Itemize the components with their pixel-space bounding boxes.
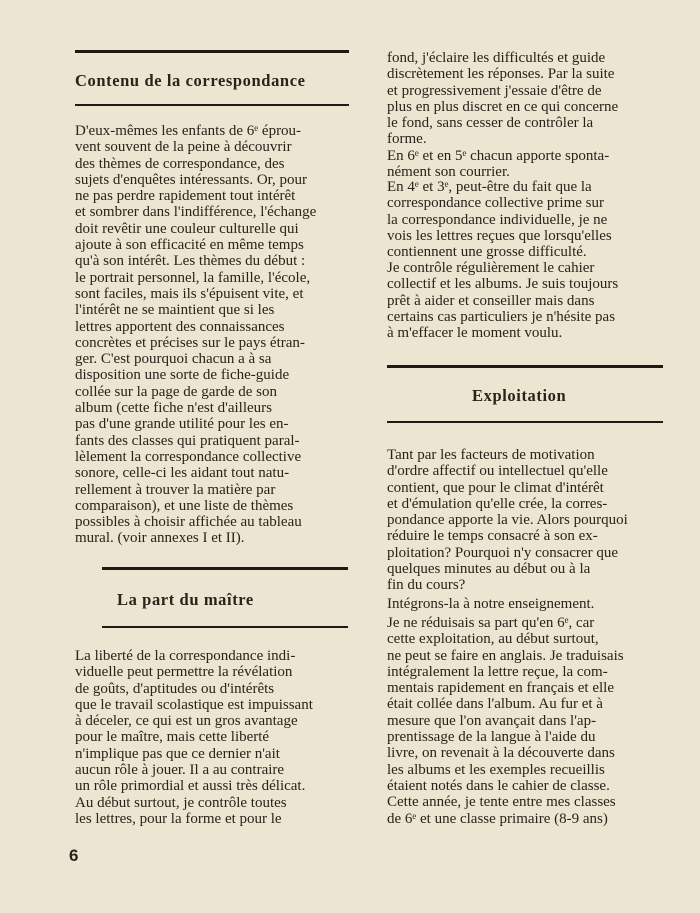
text-line: pondance apporte la vie. Alors pourquoi xyxy=(387,512,628,529)
text-line: étaient notés dans le cahier de classe. xyxy=(387,777,610,794)
text-line: sonore, celle-ci les aidant tout natu- xyxy=(75,465,290,482)
text-line: Je ne réduisais sa part qu'en 6ᵉ, car xyxy=(387,615,595,631)
text-line: prêt à aider et conseiller mais dans xyxy=(387,292,595,309)
text-line: les albums et les exemples recueillis xyxy=(387,761,605,778)
text-line: collectif et les albums. Je suis toujours xyxy=(387,276,619,293)
text-line: En 4ᵉ et 3ᵉ, peut-être du fait que la xyxy=(387,179,592,195)
text-line: de 6ᵉ et une classe primaire (8-9 ans) xyxy=(387,810,608,827)
text-line: sujets d'enquêtes intéressants. Or, pour xyxy=(75,171,308,188)
text-line: contient, que pour le climat d'intérêt xyxy=(387,479,604,496)
paragraph-controle xyxy=(387,260,664,341)
paragraph-integrons xyxy=(387,596,664,612)
paragraph-part-du-maitre xyxy=(75,648,348,827)
paragraph-4e-3e xyxy=(387,179,664,260)
text-line: possibles à choisir affichée au tableau xyxy=(75,514,302,531)
text-line: un rôle primordial et aussi très délicat. xyxy=(75,778,306,795)
text-line: de goûts, d'aptitudes ou d'intérêts xyxy=(75,680,275,697)
page-number: 6 xyxy=(69,846,79,865)
text-line: mural. (voir annexes I et II). xyxy=(75,530,245,547)
text-line: nément son courrier. xyxy=(387,164,510,181)
text-line: quelques minutes au début ou à la xyxy=(387,561,591,578)
text-line: l'intérêt ne se maintient que si les xyxy=(75,302,275,319)
text-line: prentissage de la langue à l'aide du xyxy=(387,729,596,746)
text-line: Au début surtout, je contrôle toutes xyxy=(75,794,287,811)
text-line: des thèmes de correspondance, des xyxy=(75,155,285,172)
text-line: forme. xyxy=(387,131,427,148)
text-line: ne pas perdre rapidement tout intérêt xyxy=(75,188,296,205)
heading-part-du-maitre: La part du maître xyxy=(117,590,254,609)
text-line: aucun rôle à jouer. Il a au contraire xyxy=(75,762,285,779)
text-line: contiennent une grosse difficulté. xyxy=(387,244,587,261)
heading-contenu-underline xyxy=(75,104,349,106)
text-line: fond, j'éclaire les difficultés et guide xyxy=(387,50,606,66)
text-line: d'ordre affectif ou intellectuel qu'elle xyxy=(387,463,608,480)
text-line: le portrait personnel, la famille, l'école, xyxy=(75,269,311,286)
text-line: D'eux-mêmes les enfants de 6ᵉ éprou- xyxy=(75,123,302,139)
rule-exploitation-top xyxy=(387,365,663,368)
text-line: la correspondance individuelle, je ne xyxy=(387,211,608,228)
text-line: était collée dans l'album. Au fur et à xyxy=(387,696,603,713)
text-line: sont faciles, mais ils s'épuisent vite, et xyxy=(75,285,304,302)
text-line: Cette année, je tente entre mes classes xyxy=(387,794,616,811)
rule-part-bottom xyxy=(102,626,348,628)
text-line: doit revêtir une couleur culturelle qui xyxy=(75,220,299,237)
text-line: livre, on revenait à la découverte dans xyxy=(387,745,615,762)
text-line: discrètement les réponses. Par la suite xyxy=(387,66,615,83)
text-line: correspondance collective prime sur xyxy=(387,195,604,212)
text-line: fants des classes qui pratiquent paral- xyxy=(75,432,300,449)
text-line: collée sur la page de garde de son xyxy=(75,383,277,400)
text-line: pas d'une grande utilité pour les en- xyxy=(75,416,289,433)
text-line: que le travail scolastique est impuissant xyxy=(75,696,313,713)
text-line: et progressivement j'essaie d'être de xyxy=(387,82,602,99)
text-line: à déceler, ce qui est un gros avantage xyxy=(75,713,298,730)
text-line: certains cas particuliers je n'hésite pas xyxy=(387,308,616,325)
text-line: ajoute à son efficacité en même temps xyxy=(75,237,304,254)
text-line: album (cette fiche n'est d'ailleurs xyxy=(75,400,272,417)
text-line: lèlement la correspondance collective xyxy=(75,448,302,465)
text-line: mesure que l'on avançait dans l'ap- xyxy=(387,712,597,729)
text-line: rellement à trouver la matière par xyxy=(75,481,276,498)
top-rule-left xyxy=(75,50,349,53)
text-line: En 6ᵉ et en 5ᵉ chacun apporte sponta- xyxy=(387,148,610,164)
text-line: réduire le temps consacré à son ex- xyxy=(387,528,598,545)
text-line: Je contrôle régulièrement le cahier xyxy=(387,260,595,276)
text-line: concrètes et précises sur le pays étran- xyxy=(75,334,305,351)
text-line: pour le maître, mais cette liberté xyxy=(75,729,270,746)
heading-contenu: Contenu de la correspondance xyxy=(75,71,306,90)
heading-exploitation: Exploitation xyxy=(472,386,567,405)
text-line: cette exploitation, au début surtout, xyxy=(387,631,599,648)
text-line: vois les lettres reçues que lorsqu'elles xyxy=(387,227,612,244)
text-line: viduelle peut permettre la révélation xyxy=(75,664,293,681)
text-line: et d'émulation qu'elle crée, la corres- xyxy=(387,495,608,512)
rule-exploitation-bottom xyxy=(387,421,663,423)
text-line: vent souvent de la peine à découvrir xyxy=(75,139,292,156)
text-line: disposition une sorte de fiche-guide xyxy=(75,367,290,384)
text-line: ne peut se faire en anglais. Je traduisais xyxy=(387,647,624,664)
text-line: intégralement la lettre reçue, la com- xyxy=(387,663,608,680)
text-line: ger. C'est pourquoi chacun a à sa xyxy=(75,351,272,368)
text-line: Tant par les facteurs de motivation xyxy=(387,447,595,463)
text-line: lettres apportent des connaissances xyxy=(75,318,285,335)
paragraph-fond xyxy=(387,50,664,148)
text-line: le fond, sans cesser de contrôler la xyxy=(387,115,594,132)
text-line: La liberté de la correspondance indi- xyxy=(75,648,296,664)
text-line: plus en plus discret en ce qui concerne xyxy=(387,98,619,115)
text-line: comparaison), et une liste de thèmes xyxy=(75,497,294,514)
text-line: Intégrons-la à notre enseignement. xyxy=(387,596,595,612)
paragraph-reduisais xyxy=(387,615,664,827)
text-line: ploitation? Pourquoi n'y consacrer que xyxy=(387,544,618,561)
rule-part-top xyxy=(102,567,348,570)
paragraph-contenu xyxy=(75,123,348,547)
paragraph-tant xyxy=(387,447,664,594)
text-line: à m'effacer le moment voulu. xyxy=(387,325,563,342)
paragraph-6e-5e xyxy=(387,148,664,181)
text-line: fin du cours? xyxy=(387,577,466,594)
text-line: les lettres, pour la forme et pour le xyxy=(75,810,282,827)
text-line: mentais rapidement en français et elle xyxy=(387,680,614,697)
text-line: et sombrer dans l'indifférence, l'échange xyxy=(75,204,317,221)
text-line: qu'à son intérêt. Les thèmes du début : xyxy=(75,253,306,270)
text-line: n'implique pas que ce dernier n'ait xyxy=(75,745,280,762)
